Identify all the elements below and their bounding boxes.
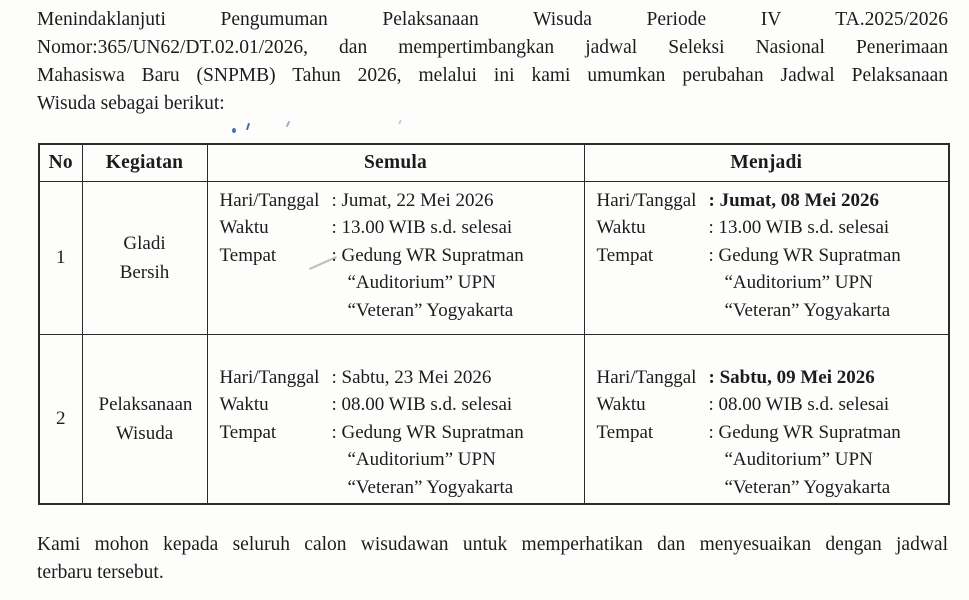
schedule-value: : 13.00 WIB s.d. selesai [331,217,513,238]
schedule-label [597,446,709,474]
schedule-value: “Auditorium” UPN [347,272,496,293]
pen-mark-dot [232,128,236,133]
schedule-value: : Jumat, 22 Mei 2026 [331,189,494,211]
table-header-row [39,144,949,181]
menjadi-cell [584,334,949,504]
table-row [39,181,949,334]
schedule-value: : Sabtu, 23 Mei 2026 [331,366,492,388]
schedule-label: Waktu [219,217,269,238]
schedule-label: Tempat [596,421,654,443]
schedule-label: Hari/Tanggal [219,189,320,211]
schedule-label: Hari/Tanggal [596,189,697,211]
schedule-label [220,446,332,474]
schedule-value: : 13.00 WIB s.d. selesai [708,217,890,238]
schedule-label: Tempat [596,244,654,266]
schedule-value: “Veteran” Yogyakarta [347,476,514,498]
schedule-value: “Veteran” Yogyakarta [724,299,891,321]
schedule-value: : Gedung WR Supratman [708,244,901,266]
schedule-value: “Auditorium” UPN [724,272,873,293]
schedule-value: : 08.00 WIB s.d. selesai [331,394,513,415]
kegiatan-label: Pelaksanaan Wisuda [98,393,193,444]
schedule-value: : Gedung WR Supratman [708,421,901,443]
header-menjadi: Menjadi [584,144,949,181]
closing-line: terbaru tersebut. [37,562,164,583]
schedule-label: Tempat [219,244,277,266]
schedule-label [220,474,332,502]
row-number: 1 [39,181,82,334]
schedule-label: Waktu [596,394,646,415]
schedule-label [597,297,709,325]
intro-line: Menindaklanjuti Pengumuman Pelaksanaan Wisuda Periode IV TA.2025/2026 [37,9,948,30]
schedule-label [220,297,332,325]
kegiatan-label: Gladi Bersih [119,232,170,283]
schedule-label [220,269,332,297]
intro-line: Nomor:365/UN62/DT.02.01/2026, dan mempertimbangkan jadwal Seleksi Nasional Penerimaan [37,37,948,58]
pen-mark-tick [286,121,290,127]
schedule-label [597,269,709,297]
schedule-value: “Auditorium” UPN [724,449,873,470]
row-number: 2 [39,334,82,504]
kegiatan-cell [82,181,207,334]
schedule-value-new-date: : Jumat, 08 Mei 2026 [708,189,879,211]
pen-mark-tick [246,123,250,130]
schedule-value-new-date: : Sabtu, 09 Mei 2026 [708,366,875,388]
kegiatan-cell [82,334,207,504]
schedule-label: Tempat [219,421,277,443]
schedule-value: : 08.00 WIB s.d. selesai [708,394,890,415]
table-row [39,334,949,504]
schedule-label: Waktu [596,217,646,238]
schedule-change-table [38,143,950,505]
pen-mark-speck [398,120,402,124]
menjadi-cell [584,181,949,334]
schedule-label: Hari/Tanggal [596,366,697,388]
schedule-value: : Gedung WR Supratman [331,421,524,443]
schedule-label: Waktu [219,394,269,415]
intro-line: Mahasiswa Baru (SNPMB) Tahun 2026, melalui ini kami umumkan perubahan Jadwal Pelaksanaan [37,65,948,86]
schedule-value: : Gedung WR Supratman [331,244,524,266]
schedule-value: “Auditorium” UPN [347,449,496,470]
closing-paragraph [37,531,948,587]
header-kegiatan: Kegiatan [82,144,207,181]
header-semula: Semula [207,144,584,181]
header-no: No [39,144,82,181]
intro-line: Wisuda sebagai berikut: [37,93,225,114]
semula-cell [207,334,584,504]
schedule-value: “Veteran” Yogyakarta [724,476,891,498]
intro-paragraph [37,6,948,118]
schedule-value: “Veteran” Yogyakarta [347,299,514,321]
schedule-label [597,474,709,502]
schedule-label: Hari/Tanggal [219,366,320,388]
semula-cell [207,181,584,334]
closing-line: Kami mohon kepada seluruh calon wisudawan untuk memperhatikan dan menyesuaikan dengan jadwal [37,534,948,555]
